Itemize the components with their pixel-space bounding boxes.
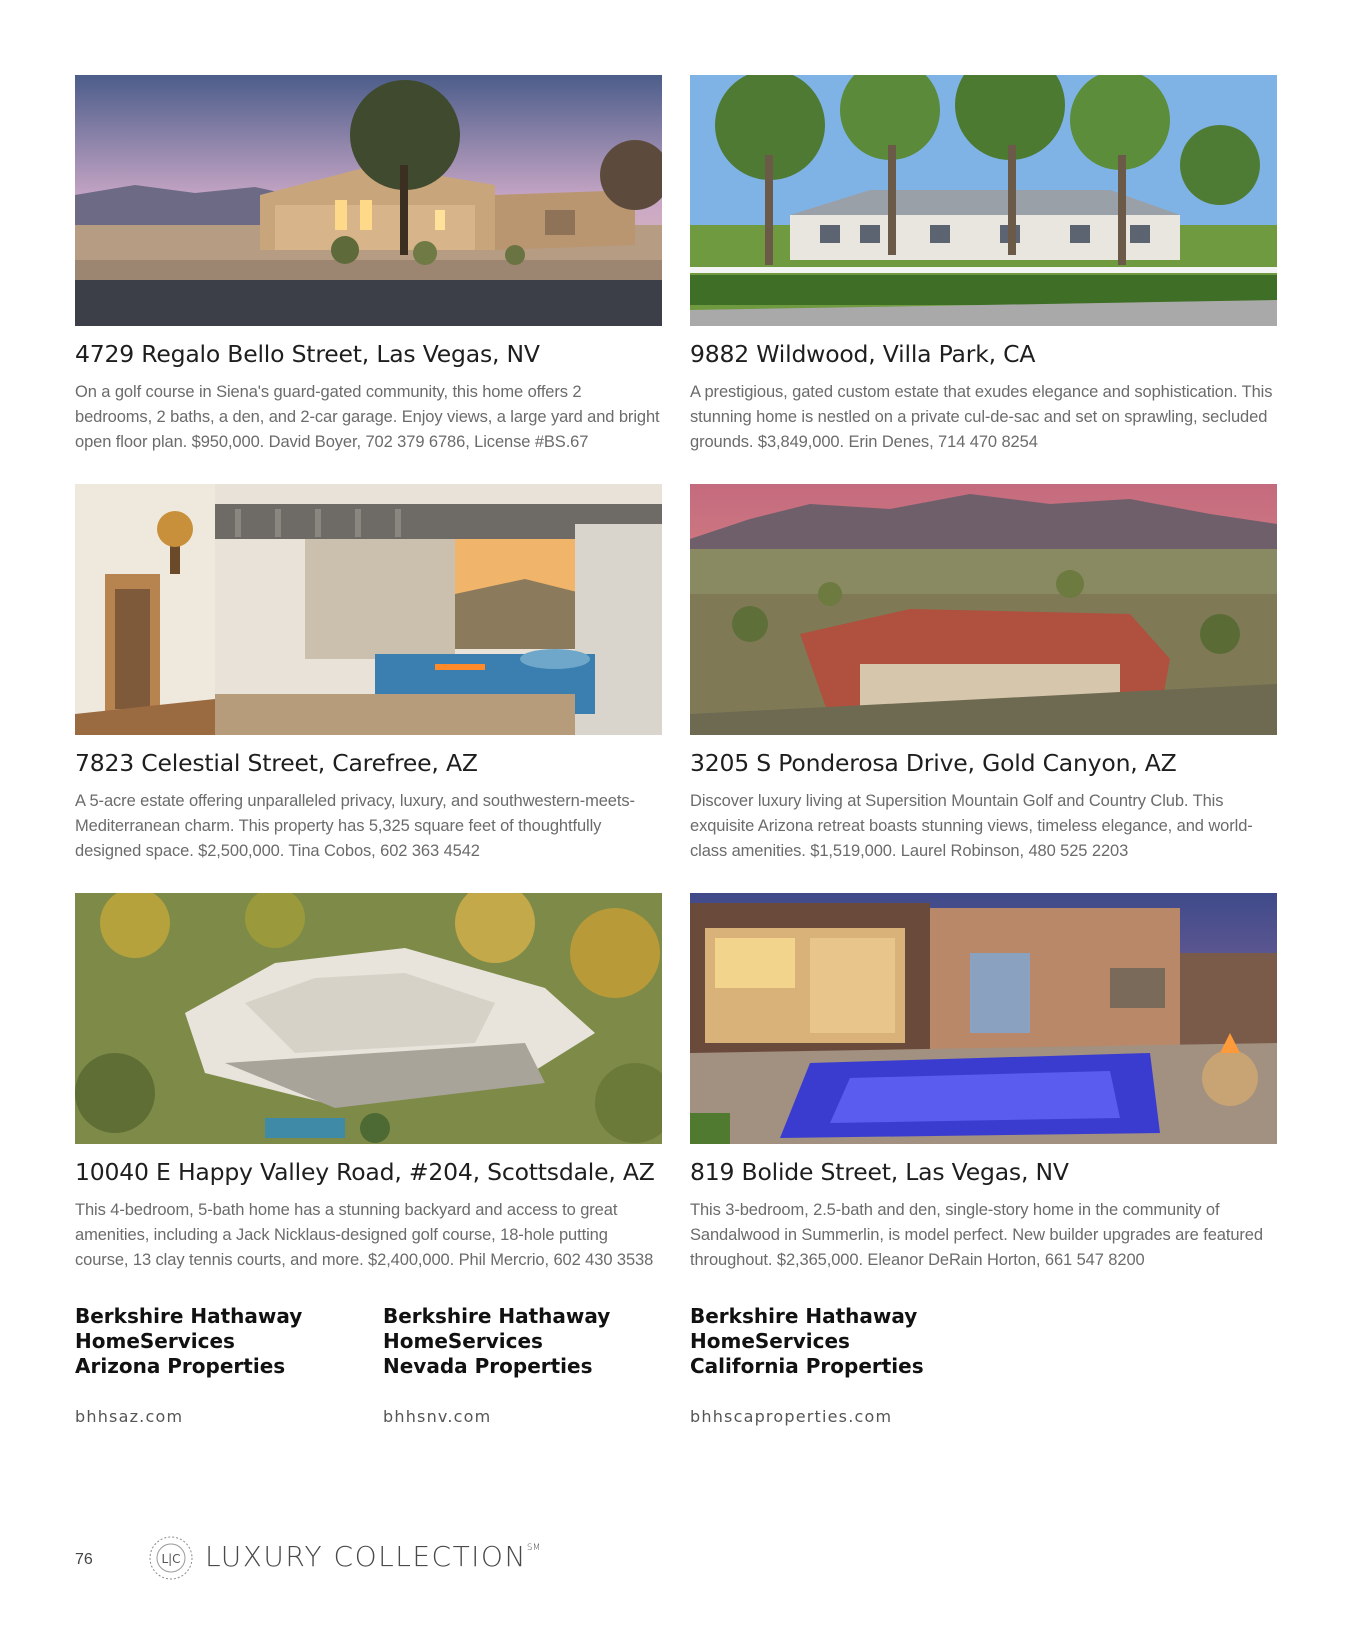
office-website-link[interactable]: bhhsaz.com <box>75 1407 184 1426</box>
brand-text: LUXURY COLLECTION <box>205 1540 527 1573</box>
property-photo-bolide-pool[interactable] <box>690 893 1277 1144</box>
listing-description: This 4-bedroom, 5-bath home has a stunning backyard and access to great amenities, including a Jack Nicklaus-designed golf course, 18-hole putting course, 13 clay tennis courts, and more. $2,400,000. Phil Mercrio, 602 430 3538 <box>75 1201 654 1269</box>
logo-letters: L|C <box>161 1552 181 1566</box>
luxury-collection-logo-icon <box>148 1535 194 1581</box>
office-name-line: Berkshire Hathaway <box>75 1304 303 1328</box>
office-name-line: Arizona Properties <box>75 1354 286 1378</box>
office-name-line: HomeServices <box>75 1329 235 1353</box>
listing-card <box>690 75 1277 455</box>
listing-card <box>75 893 662 1273</box>
brand-name <box>205 1540 540 1573</box>
office-name <box>75 1304 375 1379</box>
office-name-line: Berkshire Hathaway <box>690 1304 918 1328</box>
office-name <box>690 1304 990 1379</box>
listing-address[interactable]: 7823 Celestial Street, Carefree, AZ <box>75 749 478 777</box>
listing-description: Discover luxury living at Supersition Mountain Golf and Country Club. This exquisite Arizona retreat boasts stunning views, timeless elegance, and world-class amenities. $1,519,000. Laurel Robinson, 480 525 2203 <box>690 792 1253 860</box>
office-nevada <box>383 1304 683 1426</box>
listing-card <box>75 484 662 864</box>
office-name <box>383 1304 683 1379</box>
property-photo-scottsdale-aerial[interactable] <box>75 893 662 1144</box>
property-photo-carefree-interior-pool[interactable] <box>75 484 662 735</box>
office-name-line: California Properties <box>690 1354 924 1378</box>
listing-description: On a golf course in Siena's guard-gated community, this home offers 2 bedrooms, 2 baths, a den, and 2-car garage. Enjoy views, a large yard and bright open floor plan. $950,000. David Boyer, 702 379 6786, License #BS.67 <box>75 383 660 451</box>
listing-address[interactable]: 4729 Regalo Bello Street, Las Vegas, NV <box>75 340 540 368</box>
listing-card <box>690 484 1277 864</box>
office-name-line: HomeServices <box>690 1329 850 1353</box>
office-website-link[interactable]: bhhsnv.com <box>383 1407 492 1426</box>
listing-address[interactable]: 10040 E Happy Valley Road, #204, Scottsdale, AZ <box>75 1158 655 1186</box>
office-name-line: HomeServices <box>383 1329 543 1353</box>
office-arizona <box>75 1304 375 1426</box>
listing-description: This 3-bedroom, 2.5-bath and den, single-story home in the community of Sandalwood in Summerlin, is model perfect. New builder upgrades are featured throughout. $2,365,000. Eleanor DeRain Horton, 661 547 8200 <box>690 1201 1263 1269</box>
listing-card <box>75 75 662 455</box>
listing-card <box>690 893 1277 1273</box>
listing-description: A prestigious, gated custom estate that exudes elegance and sophistication. This stunning home is nestled on a private cul-de-sac and set on sprawling, secluded grounds. $3,849,000. Erin Denes, 714 470 8254 <box>690 383 1273 451</box>
property-photo-las-vegas-dusk[interactable] <box>75 75 662 326</box>
property-photo-villa-park-estate[interactable] <box>690 75 1277 326</box>
service-mark: SM <box>526 1542 541 1553</box>
office-website-link[interactable]: bhhscaproperties.com <box>690 1407 893 1426</box>
property-photo-gold-canyon-aerial[interactable] <box>690 484 1277 735</box>
office-california <box>690 1304 990 1426</box>
page-number: 76 <box>75 1551 93 1568</box>
office-name-line: Berkshire Hathaway <box>383 1304 611 1328</box>
listing-address[interactable]: 819 Bolide Street, Las Vegas, NV <box>690 1158 1069 1186</box>
office-name-line: Nevada Properties <box>383 1354 593 1378</box>
listing-address[interactable]: 9882 Wildwood, Villa Park, CA <box>690 340 1036 368</box>
listing-description: A 5-acre estate offering unparalleled privacy, luxury, and southwestern-meets-Mediterranean charm. This property has 5,325 square feet of thoughtfully designed space. $2,500,000. Tina Cobos, 602 363 4542 <box>75 792 635 860</box>
listing-address[interactable]: 3205 S Ponderosa Drive, Gold Canyon, AZ <box>690 749 1177 777</box>
